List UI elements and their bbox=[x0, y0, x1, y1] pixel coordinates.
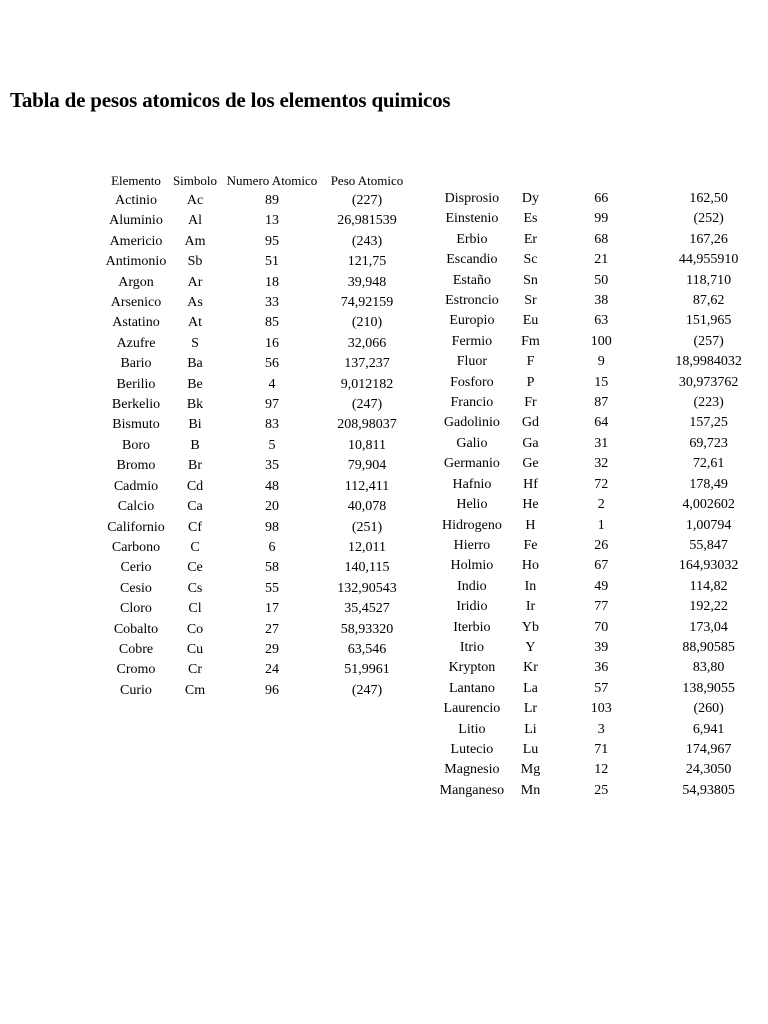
table-row bbox=[103, 375, 411, 395]
cell-simbolo: Yb bbox=[521, 619, 540, 635]
cell-simbolo: Eu bbox=[522, 313, 539, 329]
table-row bbox=[103, 497, 411, 517]
cell-simbolo: Li bbox=[524, 721, 537, 737]
cell-peso-atomico: 39,948 bbox=[347, 274, 387, 290]
cell-peso-atomico: (260) bbox=[693, 701, 724, 717]
cell-elemento: Germanio bbox=[443, 456, 500, 472]
cell-elemento: Cobre bbox=[118, 641, 154, 657]
table-row bbox=[436, 250, 768, 270]
cell-simbolo: Sb bbox=[187, 254, 203, 270]
table-row bbox=[436, 760, 768, 780]
cell-simbolo: Dy bbox=[521, 191, 540, 206]
cell-peso-atomico: 83,80 bbox=[692, 660, 725, 676]
cell-simbolo: Cu bbox=[186, 641, 204, 657]
cell-elemento: Actinio bbox=[115, 193, 157, 208]
cell-elemento: Francio bbox=[450, 395, 494, 411]
cell-peso-atomico: 178,49 bbox=[689, 476, 728, 492]
cell-numero-atomico: 15 bbox=[594, 374, 609, 390]
cell-peso-atomico: 55,847 bbox=[689, 537, 728, 553]
cell-peso-atomico: 40,078 bbox=[347, 499, 387, 515]
cell-elemento: Helio bbox=[456, 497, 488, 513]
table-row bbox=[103, 518, 411, 538]
cell-elemento: Cobalto bbox=[113, 621, 159, 637]
cell-simbolo: He bbox=[522, 497, 539, 513]
cell-simbolo: Kr bbox=[523, 660, 538, 676]
table-row bbox=[103, 395, 411, 415]
cell-numero-atomico: 100 bbox=[590, 333, 612, 349]
cell-peso-atomico: 9,012182 bbox=[340, 376, 394, 392]
cell-peso-atomico: 69,723 bbox=[689, 435, 728, 451]
cell-elemento: Magnesio bbox=[444, 762, 500, 778]
cell-simbolo: Es bbox=[523, 211, 538, 227]
cell-numero-atomico: 13 bbox=[265, 213, 279, 229]
cell-peso-atomico: 174,967 bbox=[685, 741, 732, 757]
cell-numero-atomico: 77 bbox=[594, 599, 609, 615]
cell-numero-atomico: 17 bbox=[265, 601, 279, 617]
header-numero-atomico: Numero Atomico bbox=[226, 173, 318, 188]
cell-simbolo: Co bbox=[186, 621, 204, 637]
cell-simbolo: P bbox=[526, 374, 535, 390]
table-row bbox=[436, 536, 768, 556]
cell-numero-atomico: 33 bbox=[265, 295, 279, 311]
cell-peso-atomico: 12,011 bbox=[348, 539, 386, 555]
cell-numero-atomico: 57 bbox=[594, 680, 609, 696]
cell-numero-atomico: 72 bbox=[594, 476, 609, 492]
cell-numero-atomico: 39 bbox=[594, 639, 609, 655]
cell-numero-atomico: 56 bbox=[265, 356, 279, 372]
table-row bbox=[103, 640, 411, 660]
cell-elemento: Itrio bbox=[459, 639, 484, 655]
cell-peso-atomico: (257) bbox=[693, 333, 724, 349]
table-row bbox=[436, 332, 768, 352]
cell-simbolo: Ce bbox=[187, 560, 203, 576]
cell-numero-atomico: 12 bbox=[594, 762, 609, 778]
cell-peso-atomico: 137,237 bbox=[344, 356, 390, 372]
cell-elemento: Cadmio bbox=[113, 478, 159, 494]
cell-elemento: Americio bbox=[109, 233, 163, 249]
cell-elemento: Indio bbox=[457, 578, 487, 594]
cell-elemento: Berilio bbox=[116, 376, 156, 392]
cell-simbolo: Y bbox=[525, 639, 536, 655]
table-row bbox=[436, 291, 768, 311]
cell-simbolo: C bbox=[190, 539, 200, 555]
cell-simbolo: Ho bbox=[521, 558, 540, 574]
cell-peso-atomico: 167,26 bbox=[689, 231, 728, 247]
cell-elemento: Lantano bbox=[448, 680, 495, 696]
cell-elemento: Calcio bbox=[117, 499, 155, 515]
table-row bbox=[103, 558, 411, 578]
table-row bbox=[436, 658, 768, 678]
table-row bbox=[103, 456, 411, 476]
cell-simbolo: At bbox=[188, 315, 202, 331]
cell-elemento: Curio bbox=[120, 682, 152, 698]
cell-peso-atomico: (247) bbox=[351, 397, 383, 413]
header-elemento: Elemento bbox=[111, 173, 161, 188]
cell-peso-atomico: 30,973762 bbox=[678, 374, 739, 390]
cell-elemento: Einstenio bbox=[445, 211, 499, 227]
cell-elemento: Galio bbox=[456, 435, 488, 451]
cell-elemento: Cesio bbox=[120, 580, 152, 596]
cell-peso-atomico: 4,002602 bbox=[682, 497, 735, 513]
cell-elemento: Astatino bbox=[112, 315, 160, 331]
cell-elemento: Arsenico bbox=[110, 295, 162, 311]
cell-peso-atomico: 112,411 bbox=[344, 478, 390, 494]
cell-peso-atomico: 87,62 bbox=[692, 293, 725, 309]
cell-numero-atomico: 2 bbox=[597, 497, 605, 513]
cell-elemento: Krypton bbox=[448, 660, 496, 676]
table-header-row bbox=[103, 171, 411, 191]
cell-simbolo: Cd bbox=[186, 478, 204, 494]
cell-elemento: Azufre bbox=[116, 335, 156, 351]
cell-elemento: Carbono bbox=[111, 539, 161, 555]
table-row bbox=[103, 232, 411, 252]
cell-simbolo: Cm bbox=[184, 682, 206, 698]
table-row bbox=[436, 454, 768, 474]
cell-simbolo: Ar bbox=[187, 274, 203, 290]
cell-simbolo: Fr bbox=[524, 395, 537, 411]
cell-peso-atomico: 151,965 bbox=[685, 313, 732, 329]
cell-peso-atomico: 114,82 bbox=[689, 578, 728, 594]
table-row bbox=[436, 699, 768, 719]
cell-elemento: Hafnio bbox=[452, 476, 492, 492]
cell-elemento: Estaño bbox=[452, 272, 491, 288]
cell-simbolo: Mn bbox=[520, 782, 541, 798]
cell-numero-atomico: 83 bbox=[265, 417, 279, 433]
cell-numero-atomico: 24 bbox=[265, 662, 279, 678]
cell-elemento: Hidrogeno bbox=[441, 517, 502, 533]
cell-elemento: Holmio bbox=[450, 558, 494, 574]
cell-simbolo: Fe bbox=[523, 537, 538, 553]
cell-numero-atomico: 87 bbox=[594, 395, 609, 411]
table-row bbox=[103, 477, 411, 497]
cell-simbolo: Ba bbox=[187, 356, 203, 372]
cell-elemento: Fluor bbox=[456, 354, 488, 370]
table-row bbox=[436, 373, 768, 393]
cell-numero-atomico: 3 bbox=[597, 721, 605, 737]
table-row bbox=[103, 579, 411, 599]
cell-numero-atomico: 51 bbox=[265, 254, 279, 270]
cell-numero-atomico: 35 bbox=[265, 458, 279, 474]
cell-numero-atomico: 63 bbox=[594, 313, 609, 329]
cell-numero-atomico: 32 bbox=[594, 456, 609, 472]
cell-peso-atomico: 173,04 bbox=[689, 619, 728, 635]
cell-elemento: Californio bbox=[107, 519, 165, 535]
cell-simbolo: Sc bbox=[523, 252, 538, 268]
cell-numero-atomico: 98 bbox=[265, 519, 279, 535]
cell-simbolo: As bbox=[187, 295, 203, 311]
table-row bbox=[436, 475, 768, 495]
header-simbolo: Simbolo bbox=[172, 173, 218, 188]
cell-numero-atomico: 96 bbox=[265, 682, 279, 698]
cell-simbolo: Ir bbox=[525, 599, 536, 615]
cell-peso-atomico: 208,98037 bbox=[337, 417, 397, 433]
cell-peso-atomico: (243) bbox=[351, 233, 383, 249]
cell-simbolo: Ga bbox=[522, 435, 539, 451]
cell-peso-atomico: 164,93032 bbox=[678, 558, 739, 574]
cell-peso-atomico: 192,22 bbox=[689, 599, 728, 615]
page-title: Tabla de pesos atomicos de los elementos quimicos bbox=[10, 88, 451, 112]
cell-simbolo: Sn bbox=[523, 272, 538, 288]
cell-simbolo: F bbox=[526, 354, 535, 370]
cell-numero-atomico: 5 bbox=[268, 437, 276, 453]
cell-peso-atomico: 63,546 bbox=[347, 641, 387, 657]
cell-peso-atomico: 132,90543 bbox=[337, 580, 397, 596]
cell-peso-atomico: (251) bbox=[351, 519, 383, 535]
cell-numero-atomico: 31 bbox=[594, 435, 609, 451]
cell-numero-atomico: 25 bbox=[594, 782, 609, 798]
cell-elemento: Bismuto bbox=[112, 417, 160, 433]
cell-numero-atomico: 1 bbox=[597, 517, 605, 533]
cell-simbolo: Cr bbox=[188, 662, 202, 678]
cell-peso-atomico: 26,981539 bbox=[337, 213, 397, 229]
cell-elemento: Berkelio bbox=[111, 397, 161, 413]
cell-elemento: Fermio bbox=[451, 333, 493, 349]
cell-simbolo: Am bbox=[184, 233, 206, 249]
cell-elemento: Laurencio bbox=[443, 701, 501, 717]
cell-simbolo: Ge bbox=[522, 456, 539, 472]
cell-elemento: Iterbio bbox=[453, 619, 491, 635]
cell-numero-atomico: 16 bbox=[265, 335, 279, 351]
table-row bbox=[103, 538, 411, 558]
table-row bbox=[436, 679, 768, 699]
cell-simbolo: Cs bbox=[187, 580, 203, 596]
cell-peso-atomico: 35,4527 bbox=[344, 601, 390, 617]
table-body-left bbox=[103, 191, 411, 701]
cell-simbolo: In bbox=[524, 578, 537, 594]
cell-numero-atomico: 18 bbox=[265, 274, 279, 290]
cell-numero-atomico: 48 bbox=[265, 478, 279, 494]
cell-elemento: Bromo bbox=[116, 458, 156, 474]
table-row bbox=[436, 271, 768, 291]
cell-numero-atomico: 58 bbox=[265, 560, 279, 576]
cell-peso-atomico: 162,50 bbox=[689, 191, 728, 206]
cell-simbolo: Mg bbox=[520, 762, 541, 778]
cell-simbolo: Bk bbox=[186, 397, 204, 413]
table-row bbox=[436, 597, 768, 617]
cell-numero-atomico: 20 bbox=[265, 499, 279, 515]
table-row bbox=[436, 781, 768, 801]
cell-elemento: Cromo bbox=[116, 662, 156, 678]
cell-numero-atomico: 50 bbox=[594, 272, 609, 288]
cell-simbolo: Br bbox=[188, 458, 202, 474]
table-row bbox=[436, 740, 768, 760]
cell-simbolo: Ac bbox=[186, 193, 204, 208]
cell-elemento: Cloro bbox=[120, 601, 152, 617]
table-row bbox=[436, 311, 768, 331]
table-row bbox=[436, 393, 768, 413]
cell-peso-atomico: 44,955910 bbox=[678, 252, 739, 268]
cell-peso-atomico: 1,00794 bbox=[685, 517, 732, 533]
cell-peso-atomico: 54,93805 bbox=[682, 782, 735, 798]
cell-peso-atomico: (227) bbox=[351, 193, 383, 208]
cell-peso-atomico: 138,9055 bbox=[682, 680, 735, 696]
cell-simbolo: Hf bbox=[523, 476, 538, 492]
cell-peso-atomico: (252) bbox=[693, 211, 724, 227]
table-row bbox=[436, 577, 768, 597]
cell-simbolo: Lr bbox=[523, 701, 538, 717]
cell-numero-atomico: 66 bbox=[594, 191, 609, 206]
table-row bbox=[103, 681, 411, 701]
table-row bbox=[436, 495, 768, 515]
table-body-right bbox=[436, 189, 768, 801]
header-peso-atomico: Peso Atomico bbox=[330, 173, 404, 188]
cell-simbolo: Sr bbox=[524, 293, 537, 309]
cell-numero-atomico: 6 bbox=[268, 539, 276, 555]
cell-elemento: Erbio bbox=[456, 231, 488, 247]
cell-peso-atomico: (210) bbox=[351, 315, 383, 331]
cell-simbolo: Bi bbox=[188, 417, 202, 433]
cell-simbolo: Be bbox=[187, 376, 203, 392]
table-row bbox=[436, 230, 768, 250]
table-row bbox=[103, 436, 411, 456]
cell-elemento: Escandio bbox=[446, 252, 498, 268]
table-row bbox=[436, 352, 768, 372]
cell-numero-atomico: 99 bbox=[594, 211, 609, 227]
cell-elemento: Lutecio bbox=[450, 741, 494, 757]
cell-elemento: Aluminio bbox=[109, 213, 163, 229]
table-row bbox=[103, 191, 411, 211]
cell-peso-atomico: 121,75 bbox=[347, 254, 387, 270]
cell-numero-atomico: 9 bbox=[597, 354, 605, 370]
table-row bbox=[103, 293, 411, 313]
cell-numero-atomico: 68 bbox=[594, 231, 609, 247]
element-table-left bbox=[103, 171, 411, 701]
table-row bbox=[436, 516, 768, 536]
cell-numero-atomico: 70 bbox=[594, 619, 609, 635]
cell-peso-atomico: 58,93320 bbox=[340, 621, 394, 637]
cell-elemento: Cerio bbox=[120, 560, 152, 576]
table-row bbox=[436, 556, 768, 576]
table-row bbox=[103, 354, 411, 374]
cell-simbolo: B bbox=[190, 437, 200, 453]
cell-elemento: Iridio bbox=[456, 599, 488, 615]
table-row bbox=[436, 413, 768, 433]
cell-elemento: Antimonio bbox=[105, 254, 167, 270]
cell-numero-atomico: 67 bbox=[594, 558, 609, 574]
cell-elemento: Litio bbox=[458, 721, 486, 737]
cell-numero-atomico: 4 bbox=[268, 376, 276, 392]
cell-numero-atomico: 85 bbox=[265, 315, 279, 331]
table-row bbox=[436, 189, 768, 209]
table-row bbox=[103, 599, 411, 619]
cell-peso-atomico: 74,92159 bbox=[340, 295, 394, 311]
cell-peso-atomico: 6,941 bbox=[692, 721, 725, 737]
cell-elemento: Hierro bbox=[453, 537, 491, 553]
cell-peso-atomico: (247) bbox=[351, 682, 383, 698]
cell-numero-atomico: 49 bbox=[594, 578, 609, 594]
cell-numero-atomico: 97 bbox=[265, 397, 279, 413]
cell-numero-atomico: 36 bbox=[594, 660, 609, 676]
cell-simbolo: Cf bbox=[188, 519, 202, 535]
cell-numero-atomico: 89 bbox=[265, 193, 279, 208]
table-row bbox=[103, 334, 411, 354]
cell-elemento: Estroncio bbox=[445, 293, 499, 309]
cell-simbolo: Er bbox=[523, 231, 538, 247]
cell-peso-atomico: (223) bbox=[693, 395, 724, 411]
cell-elemento: Disprosio bbox=[444, 191, 500, 206]
element-table-right bbox=[436, 189, 768, 801]
cell-simbolo: Cl bbox=[188, 601, 202, 617]
cell-numero-atomico: 38 bbox=[594, 293, 609, 309]
cell-simbolo: Al bbox=[188, 213, 202, 229]
cell-numero-atomico: 64 bbox=[594, 415, 609, 431]
table-row bbox=[436, 638, 768, 658]
cell-simbolo: La bbox=[523, 680, 538, 696]
cell-peso-atomico: 18,9984032 bbox=[675, 354, 742, 370]
cell-simbolo: Lu bbox=[522, 741, 539, 757]
cell-numero-atomico: 29 bbox=[265, 641, 279, 657]
cell-simbolo: Gd bbox=[521, 415, 540, 431]
cell-numero-atomico: 95 bbox=[265, 233, 279, 249]
cell-numero-atomico: 71 bbox=[594, 741, 609, 757]
table-row bbox=[436, 720, 768, 740]
table-row bbox=[103, 415, 411, 435]
table-row bbox=[436, 209, 768, 229]
cell-peso-atomico: 140,115 bbox=[344, 560, 390, 576]
table-row bbox=[103, 620, 411, 640]
cell-peso-atomico: 118,710 bbox=[686, 272, 732, 288]
cell-elemento: Europio bbox=[449, 313, 495, 329]
cell-peso-atomico: 157,25 bbox=[689, 415, 728, 431]
cell-peso-atomico: 72,61 bbox=[692, 456, 725, 472]
table-row bbox=[103, 252, 411, 272]
cell-elemento: Bario bbox=[120, 356, 152, 372]
cell-simbolo: Ca bbox=[187, 499, 203, 515]
cell-elemento: Manganeso bbox=[439, 782, 505, 798]
cell-peso-atomico: 51,9961 bbox=[344, 662, 390, 678]
cell-numero-atomico: 55 bbox=[265, 580, 279, 596]
cell-elemento: Fosforo bbox=[450, 374, 494, 390]
table-row bbox=[103, 313, 411, 333]
cell-numero-atomico: 103 bbox=[590, 701, 612, 717]
table-row bbox=[103, 660, 411, 680]
cell-elemento: Gadolinio bbox=[443, 415, 500, 431]
cell-numero-atomico: 21 bbox=[594, 252, 609, 268]
table-row bbox=[103, 211, 411, 231]
cell-simbolo: S bbox=[191, 335, 199, 351]
cell-simbolo: Fm bbox=[521, 333, 540, 349]
cell-peso-atomico: 79,904 bbox=[347, 458, 387, 474]
cell-peso-atomico: 10,811 bbox=[348, 437, 386, 453]
cell-peso-atomico: 24,3050 bbox=[685, 762, 732, 778]
cell-peso-atomico: 88,90585 bbox=[682, 639, 735, 655]
table-row bbox=[436, 618, 768, 638]
cell-numero-atomico: 26 bbox=[594, 537, 609, 553]
table-row bbox=[103, 273, 411, 293]
table-row bbox=[436, 434, 768, 454]
cell-elemento: Argon bbox=[118, 274, 154, 290]
cell-simbolo: H bbox=[525, 517, 536, 533]
cell-peso-atomico: 32,066 bbox=[347, 335, 387, 351]
cell-numero-atomico: 27 bbox=[265, 621, 279, 637]
cell-elemento: Boro bbox=[122, 437, 150, 453]
